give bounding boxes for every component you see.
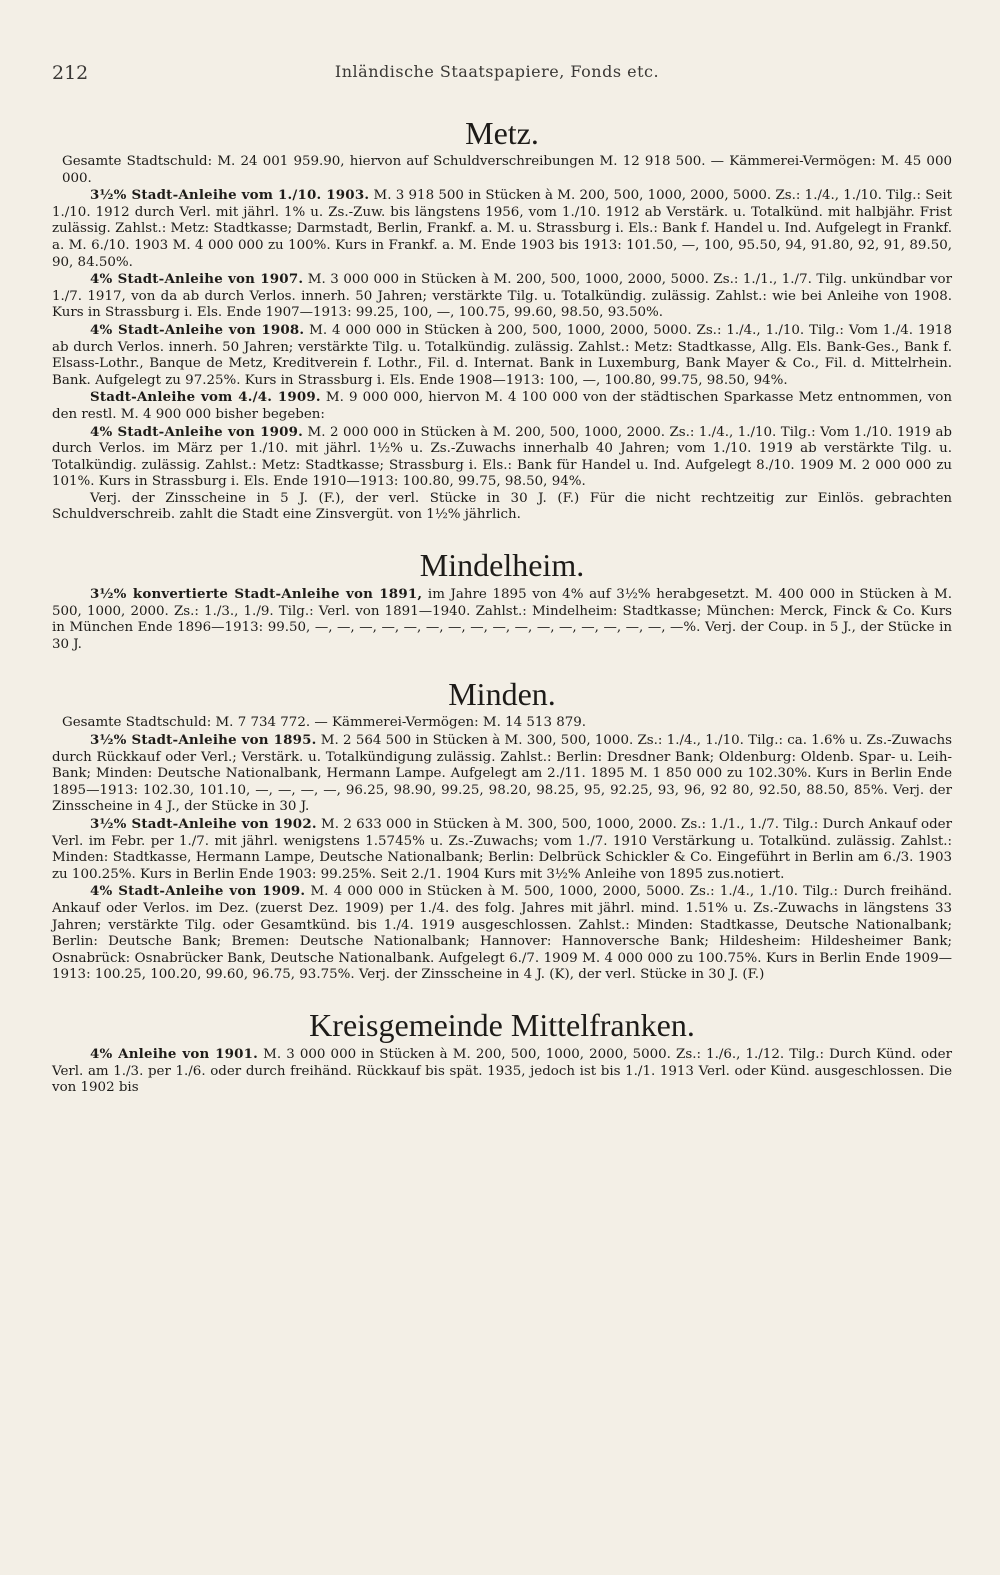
entry-head: 4% Stadt-Anleihe von 1909. (90, 423, 304, 440)
section-summary: Gesamte Stadtschuld: M. 24 001 959.90, hiervon auf Schuldverschreibungen M. 12 918 500. — Kämmerei-Vermögen: M. 45 000 000. (62, 154, 952, 186)
entry (52, 732, 952, 816)
section-summary: Gesamte Stadtschuld: M. 7 734 772. — Kämmerei-Vermögen: M. 14 513 879. (62, 715, 587, 731)
section-kreisgemeinde-mittelfranken (52, 1006, 952, 1097)
entry (52, 389, 952, 423)
page-header (52, 62, 942, 84)
entry-text: im Jahre 1895 von 4% auf 3½% herabgesetzt. M. 400 000 in Stücken à M. 500, 1000, 2000. Zs.: 1./3., 1./9. Tilg.: Verl. von 1891—1940. Zahlst.: Mindelheim: Stadtkasse; München: Merck, Finck & Co. Kurs in München Ende 1896—1913: 99.50, —, —, —, —, —, —, —, —, —, —, —, —, —, —, —, —, —%. Verj. der Coup. in 5 J., der Stücke in 30 J. (52, 587, 952, 652)
entry-text: M. 4 000 000 in Stücken à 200, 500, 1000, 2000, 5000. Zs.: 1./4., 1./10. Tilg.: Vom 1./4. 1918 ab durch Verlos. innerh. 50 Jahren; verstärkte Tilg. u. Totalkündig. zulässig. Zahlst.: Metz: Stadtkasse, Allg. Els. Bank-Ges., Bank f. Elsass-Lothr., Banque de Metz, Kreditverein f. Lothr., Fil. d. Internat. Bank in Luxemburg, Bank Mayer & Co., Fil. d. Mittelrhein. Bank. Aufgelegt zu 97.25%. Kurs in Strassburg i. Els. Ende 1908—1913: 100, —, 100.80, 99.75, 98.50, 94%. (52, 322, 952, 388)
section-metz (52, 114, 952, 524)
section-title: Minden. (448, 676, 556, 713)
section-title: Kreisgemeinde Mittelfranken. (309, 1006, 695, 1043)
running-title: Inländische Staatspapiere, Fonds etc. (334, 62, 660, 81)
entry-head: 3½% Stadt-Anleihe von 1895. (90, 732, 317, 749)
section-mindelheim (52, 546, 952, 653)
entry-text: Verj. der Zinsscheine in 5 J. (F.), der verl. Stücke in 30 J. (F.) Für die nicht rechtzeitig zur Einlös. gebrachten Schuldverschreib. zahlt die Stadt eine Zinsvergüt. von 1½% jährlich. (52, 490, 952, 523)
entry-text: M. 2 564 500 in Stücken à M. 300, 500, 1000. Zs.: 1./4., 1./10. Tilg.: ca. 1.6% u. Zs.-Zuwachs durch Rückkauf oder Verl.; Verstärk. u. Totalkündigung zulässig. Zahlst.: Berlin: Dresdner Bank; Oldenburg: Oldenb. Spar- u. Leih-Bank; Minden: Deutsche Nationalbank, Hermann Lampe. Aufgelegt am 2./11. 1895 M. 1 850 000 zu 102.30%. Kurs in Berlin Ende 1895—1913: 102.30, 101.10, —, —, —, —, 96.25, 98.90, 99.25, 98.20, 98.25, 95, 92.25, 93, 96, 92 80, 92.50, 88.50, 85%. Verj. der Zinsscheine in 4 J., der Stücke in 30 J. (52, 733, 952, 815)
entry-head: 3½% Stadt-Anleihe vom 1./10. 1903. (90, 187, 370, 204)
entry (52, 1046, 952, 1097)
entry-head: 3½% konvertierte Stadt-Anleihe von 1891, (90, 586, 423, 603)
entry (52, 424, 952, 491)
entry (52, 586, 952, 653)
entry (52, 816, 952, 883)
section-minden (52, 675, 952, 984)
entry-text: M. 2 000 000 in Stücken à M. 200, 500, 1000, 2000. Zs.: 1./4., 1./10. Tilg.: Vom 1./10. 1919 ab durch Verlos. im März per 1./10. mit jährl. 1½% u. Zs.-Zuwachs innerhalb 40 Jahren; vom 1./10. 1919 ab verstärkte Tilg. u. Totalkündig. zulässig. Zahlst.: Metz: Stadtkasse; Strassburg i. Els.: Bank für Handel u. Ind. Aufgelegt 8./10. 1909 M. 2 000 000 zu 101%. Kurs in Strassburg i. Els. Ende 1910—1913: 100.80, 99.75, 98.50, 94%. (52, 424, 952, 490)
section-title: Metz. (465, 115, 539, 151)
entry-text: M. 3 918 500 in Stücken à M. 200, 500, 1000, 2000, 5000. Zs.: 1./4., 1./10. Tilg.: Seit 1./10. 1912 durch Verl. mit jährl. 1% u. Zs.-Zuw. bis längstens 1956, vom 1./10. 1912 ab Verstärk. u. Totalkünd. mit halbjähr. Frist zulässig. Zahlst.: Metz: Stadtkasse; Darmstadt, Berlin, Frankf. a. M. u. Strassburg i. Els.: Bank f. Handel u. Ind. Aufgelegt in Frankf. a. M. 6./10. 1903 M. 4 000 000 zu 100%. Kurs in Frankf. a. M. Ende 1903 bis 1913: 101.50, —, 100, 95.50, 94, 91.80, 92, 91, 89.50, 90, 84.50%. (52, 188, 952, 270)
entry-head: 4% Stadt-Anleihe von 1908. (90, 321, 305, 338)
entry-head: Stadt-Anleihe vom 4./4. 1909. (90, 389, 321, 406)
entry-head: 4% Anleihe von 1901. (90, 1045, 259, 1062)
entry-head: 4% Stadt-Anleihe von 1909. (90, 883, 306, 900)
entry-text: M. 2 633 000 in Stücken à M. 300, 500, 1000, 2000. Zs.: 1./1., 1./7. Tilg.: Durch Ankauf oder Verl. im Febr. per 1./7. mit jährl. wenigstens 1.5745% u. Zs.-Zuwachs; vom 1./7. 1910 Verstärkung u. Totalkünd. zulässig. Zahlst.: Minden: Stadtkasse, Hermann Lampe, Deutsche Nationalbank; Berlin: Delbrück Schickler & Co. Eingeführt in Berlin am 6./3. 1903 zu 100.25%. Kurs in Berlin Ende 1903: 99.25%. Seit 2./1. 1904 Kurs mit 3½% Anleihe von 1895 zus.notiert. (52, 817, 952, 882)
entry (52, 883, 952, 984)
entry-text: M. 3 000 000 in Stücken à M. 200, 500, 1000, 2000, 5000. Zs.: 1./1., 1./7. Tilg. unkündbar vor 1./7. 1917, von da ab durch Verlos. innerh. 50 Jahren; verstärkte Tilg. u. Totalkündig. zulässig. Zahlst.: wie bei Anleihe von 1908. Kurs in Strassburg i. Els. Ende 1907—1913: 99.25, 100, —, 100.75, 99.60, 98.50, 93.50%. (52, 272, 952, 321)
entry (52, 187, 952, 271)
entry (52, 271, 952, 322)
entry-text: M. 9 000 000, hiervon M. 4 100 000 von der städtischen Sparkasse Metz entnommen, von den restl. M. 4 900 000 bisher begeben: (52, 390, 952, 422)
entry-note (52, 491, 952, 524)
entry-head: 4% Stadt-Anleihe von 1907. (90, 271, 304, 288)
entry (52, 322, 952, 389)
entry-head: 3½% Stadt-Anleihe von 1902. (90, 816, 317, 832)
entry-text: M. 3 000 000 in Stücken à M. 200, 500, 1000, 2000, 5000. Zs.: 1./6., 1./12. Tilg.: Durch Künd. oder Verl. am 1./3. per 1./6. oder durch freihänd. Rückkauf bis spät. 1935, jedoch ist bis 1./1. 1913 Verl. oder Künd. ausgeschlossen. Die von 1902 bis (52, 1046, 953, 1096)
entry-text: M. 4 000 000 in Stücken à M. 500, 1000, 2000, 5000. Zs.: 1./4., 1./10. Tilg.: Durch freihänd. Ankauf oder Verlos. im Dez. (zuerst Dez. 1909) per 1./4. des folg. Jahres mit jährl. mind. 1.51% u. Zs.-Zuwachs in längstens 33 Jahren; verstärkte Tilg. oder Gesamtkünd. bis 1./4. 1919 ausgeschlossen. Zahlst.: Minden: Stadtkasse, Deutsche Nationalbank; Berlin: Deutsche Bank; Bremen: Deutsche Nationalbank; Hannover: Hannoversche Bank; Hildesheim: Hildesheimer Bank; Osnabrück: Osnabrücker Bank, Deutsche Nationalbank. Aufgelegt 6./7. 1909 M. 4 000 000 zu 100.75%. Kurs in Berlin Ende 1909—1913: 100.25, 100.20, 99.60, 96.75, 93.75%. Verj. der Zinsscheine in 4 J. (K), der verl. Stücke in 30 J. (F.) (52, 884, 952, 983)
section-title: Mindelheim. (419, 547, 585, 584)
page-number: 212 (52, 62, 89, 84)
page-body (52, 108, 952, 1097)
